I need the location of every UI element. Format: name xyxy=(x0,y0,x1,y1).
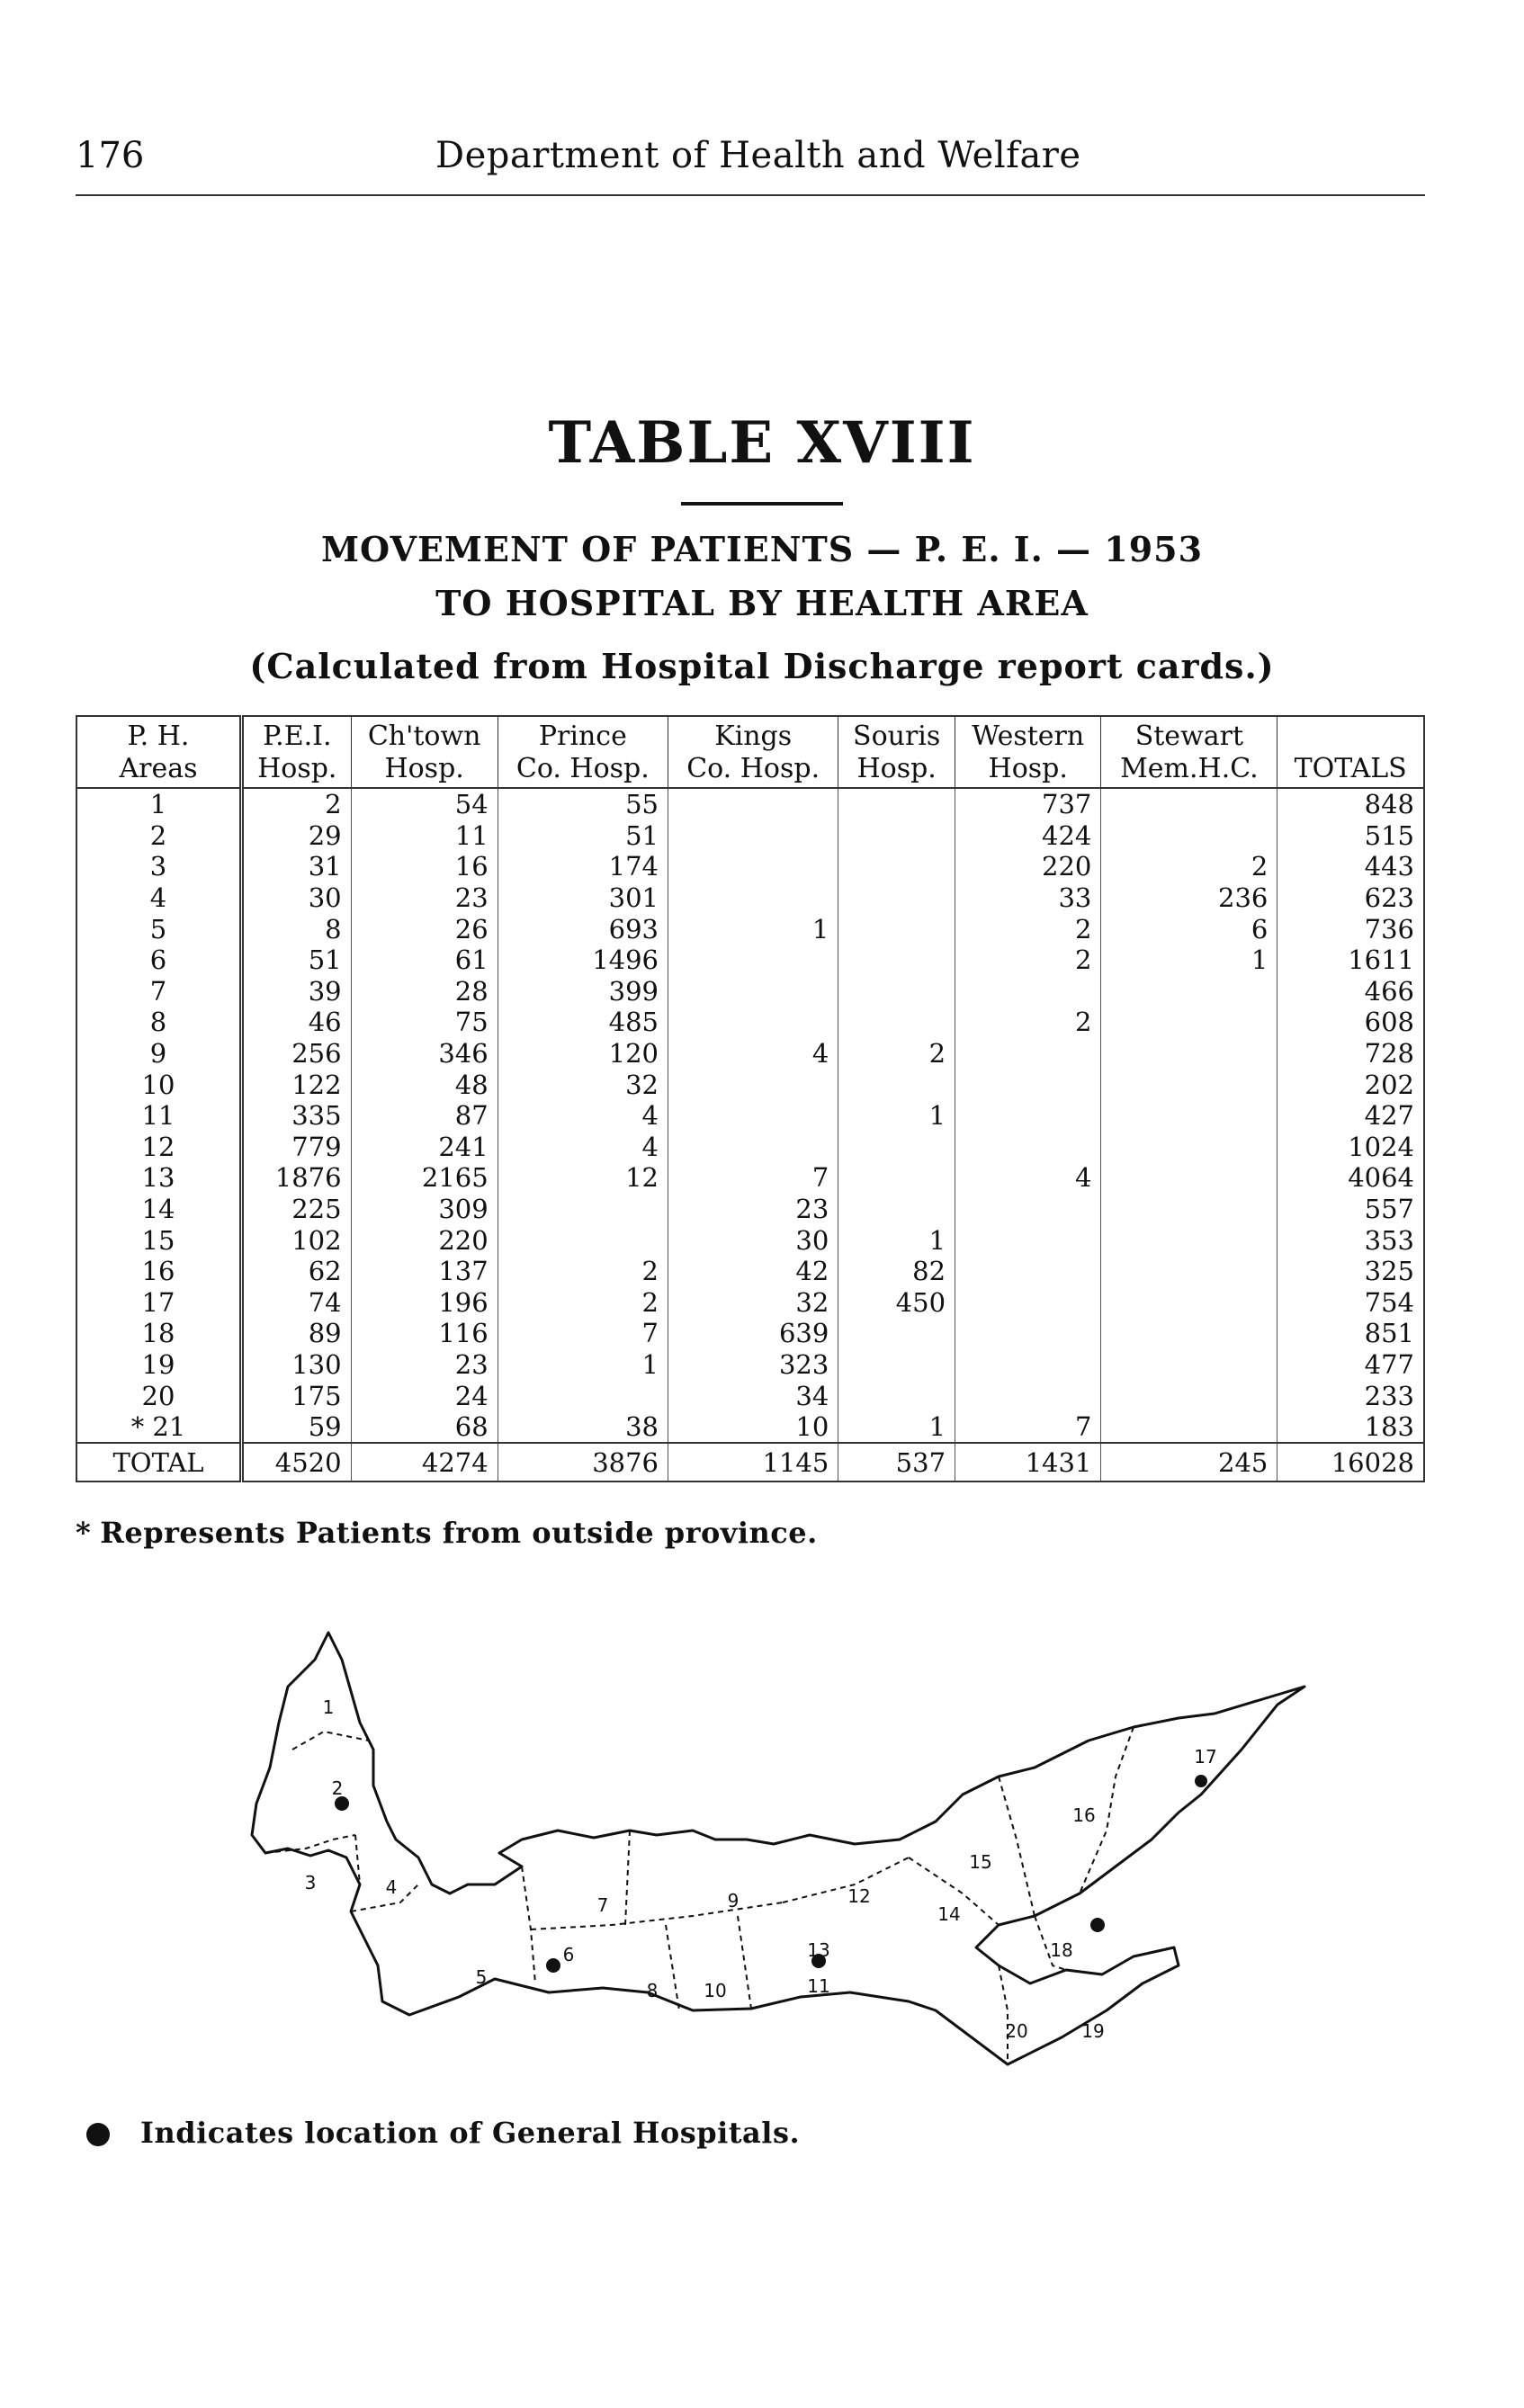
table-cell xyxy=(668,851,838,882)
table-cell: 2 xyxy=(242,788,352,820)
table-cell xyxy=(955,1194,1101,1225)
table-cell: 183 xyxy=(1277,1411,1424,1444)
column-header: TOTALS xyxy=(1277,753,1424,788)
table-cell xyxy=(838,1007,955,1038)
table-cell: 424 xyxy=(955,820,1101,852)
area-cell: 11 xyxy=(76,1100,242,1132)
area-cell: 10 xyxy=(76,1069,242,1100)
total-cell: 4520 xyxy=(242,1443,352,1482)
column-header: Hosp. xyxy=(955,753,1101,788)
table-cell xyxy=(668,976,838,1007)
table-cell: 102 xyxy=(242,1224,352,1256)
table-cell: 89 xyxy=(242,1318,352,1349)
table-cell: 2 xyxy=(955,944,1101,976)
table-cell xyxy=(1101,976,1277,1007)
table-cell: 2165 xyxy=(351,1162,498,1194)
table-cell xyxy=(955,1349,1101,1381)
total-cell: 16028 xyxy=(1277,1443,1424,1482)
table-cell: 7 xyxy=(955,1411,1101,1444)
table-cell: 1024 xyxy=(1277,1132,1424,1163)
table-cell: 29 xyxy=(242,820,352,852)
table-cell xyxy=(838,788,955,820)
table-cell: 323 xyxy=(668,1349,838,1381)
pei-health-area-map xyxy=(225,1615,1322,2100)
table-cell: 233 xyxy=(1277,1380,1424,1411)
table-cell: 24 xyxy=(351,1380,498,1411)
table-cell: 754 xyxy=(1277,1287,1424,1319)
table-cell: 1 xyxy=(668,913,838,944)
table-cell: 1 xyxy=(498,1349,668,1381)
table-header xyxy=(76,716,1424,788)
map-area-label: 14 xyxy=(937,1903,961,1925)
subtitle-line-3: (Calculated from Hospital Discharge report cards.) xyxy=(249,646,1275,686)
table-cell: 75 xyxy=(351,1007,498,1038)
subtitle-line-1: MOVEMENT OF PATIENTS — P. E. I. — 1953 xyxy=(320,529,1204,569)
table-row xyxy=(76,1411,1424,1444)
table-cell xyxy=(838,820,955,852)
table-cell: 2 xyxy=(955,1007,1101,1038)
table-cell: 353 xyxy=(1277,1224,1424,1256)
column-header: Co. Hosp. xyxy=(498,753,668,788)
table-cell: 2 xyxy=(838,1038,955,1070)
table-cell: 301 xyxy=(498,882,668,914)
table-cell: 62 xyxy=(242,1256,352,1287)
table-cell: 2 xyxy=(955,913,1101,944)
table-cell xyxy=(498,1224,668,1256)
title-rule xyxy=(681,502,843,506)
table-cell: 32 xyxy=(668,1287,838,1319)
total-row xyxy=(76,1443,1424,1482)
table-cell: 137 xyxy=(351,1256,498,1287)
table-cell xyxy=(668,1100,838,1132)
boundary-19-20 xyxy=(999,1965,1008,2064)
table-cell: 32 xyxy=(498,1069,668,1100)
table-cell: 51 xyxy=(242,944,352,976)
table-cell: 12 xyxy=(498,1162,668,1194)
boundary-6-7 xyxy=(522,1866,535,1983)
map-area-label: 11 xyxy=(807,1975,830,1997)
table-cell: 34 xyxy=(668,1380,838,1411)
table-cell: 23 xyxy=(351,882,498,914)
table-cell: 4 xyxy=(498,1132,668,1163)
table-cell: 46 xyxy=(242,1007,352,1038)
table-cell: 174 xyxy=(498,851,668,882)
table-cell: 7 xyxy=(498,1318,668,1349)
total-cell: 1431 xyxy=(955,1443,1101,1482)
table-cell xyxy=(498,1194,668,1225)
area-cell: 12 xyxy=(76,1132,242,1163)
table-cell: 728 xyxy=(1277,1038,1424,1070)
table-cell xyxy=(668,1069,838,1100)
table-cell xyxy=(955,1100,1101,1132)
page-header xyxy=(76,135,1425,189)
total-cell: 537 xyxy=(838,1443,955,1482)
table-cell: 55 xyxy=(498,788,668,820)
table-cell: 51 xyxy=(498,820,668,852)
column-header: Kings xyxy=(668,716,838,753)
table-row xyxy=(76,820,1424,852)
area-cell: 18 xyxy=(76,1318,242,1349)
area-cell: * 21 xyxy=(76,1411,242,1444)
table-row xyxy=(76,1256,1424,1287)
table-cell xyxy=(668,788,838,820)
table-cell xyxy=(1101,1038,1277,1070)
total-cell: TOTAL xyxy=(76,1443,242,1482)
table-cell xyxy=(1101,1069,1277,1100)
footnote-marker: * xyxy=(76,1516,92,1550)
column-header: Mem.H.C. xyxy=(1101,753,1277,788)
table-cell: 693 xyxy=(498,913,668,944)
table-cell: 1 xyxy=(838,1411,955,1444)
area-cell: 1 xyxy=(76,788,242,820)
table-cell xyxy=(955,1038,1101,1070)
table-cell xyxy=(955,1224,1101,1256)
table-cell: 450 xyxy=(838,1287,955,1319)
hospital-dot xyxy=(546,1958,560,1973)
table-cell: 10 xyxy=(668,1411,838,1444)
footnote xyxy=(76,1516,818,1550)
total-cell: 1145 xyxy=(668,1443,838,1482)
column-header: Souris xyxy=(838,716,955,753)
table-cell: 30 xyxy=(668,1224,838,1256)
total-cell: 4274 xyxy=(351,1443,498,1482)
table-row xyxy=(76,1349,1424,1381)
table-cell xyxy=(838,1380,955,1411)
table-cell: 33 xyxy=(955,882,1101,914)
table-cell xyxy=(838,851,955,882)
table-cell xyxy=(1101,1411,1277,1444)
table-cell: 399 xyxy=(498,976,668,1007)
table-row xyxy=(76,851,1424,882)
table-cell: 38 xyxy=(498,1411,668,1444)
column-header: P.E.I. xyxy=(242,716,352,753)
map-area-label: 2 xyxy=(331,1777,344,1799)
map-area-label: 8 xyxy=(646,1980,659,2001)
column-header: Areas xyxy=(76,753,242,788)
boundary-15-16 xyxy=(999,1777,1035,1916)
column-header: Ch'town xyxy=(351,716,498,753)
table-cell: 443 xyxy=(1277,851,1424,882)
table-row xyxy=(76,788,1424,820)
table-cell xyxy=(668,882,838,914)
column-header: Hosp. xyxy=(242,753,352,788)
area-labels xyxy=(305,1696,1217,2042)
legend-text: Indicates location of General Hospitals. xyxy=(140,2116,801,2150)
area-cell: 17 xyxy=(76,1287,242,1319)
map-area-label: 12 xyxy=(847,1885,871,1907)
page-number: 176 xyxy=(76,135,145,176)
table-cell: 236 xyxy=(1101,882,1277,914)
table-cell: 848 xyxy=(1277,788,1424,820)
table-row xyxy=(76,1287,1424,1319)
table-cell: 515 xyxy=(1277,820,1424,852)
table-cell: 335 xyxy=(242,1100,352,1132)
boundary-7-9 xyxy=(625,1831,630,1925)
map-area-label: 15 xyxy=(969,1851,992,1873)
table-row xyxy=(76,882,1424,914)
table-row xyxy=(76,1132,1424,1163)
table-body xyxy=(76,788,1424,1443)
table-cell: 346 xyxy=(351,1038,498,1070)
boundary-4-5 xyxy=(351,1884,418,1911)
table-cell: 120 xyxy=(498,1038,668,1070)
table-cell: 737 xyxy=(955,788,1101,820)
table-cell: 2 xyxy=(498,1256,668,1287)
table-cell: 31 xyxy=(242,851,352,882)
area-cell: 6 xyxy=(76,944,242,976)
table-cell: 28 xyxy=(351,976,498,1007)
table-cell: 4064 xyxy=(1277,1162,1424,1194)
table-cell xyxy=(955,1380,1101,1411)
table-cell: 608 xyxy=(1277,1007,1424,1038)
table-cell: 325 xyxy=(1277,1256,1424,1287)
map-area-label: 10 xyxy=(704,1980,727,2001)
table-cell: 30 xyxy=(242,882,352,914)
map-area-label: 7 xyxy=(596,1894,609,1916)
table-cell: 309 xyxy=(351,1194,498,1225)
table-cell xyxy=(668,1132,838,1163)
table-cell: 4 xyxy=(668,1038,838,1070)
table-cell: 1 xyxy=(1101,944,1277,976)
table-cell: 23 xyxy=(351,1349,498,1381)
column-header: Stewart xyxy=(1101,716,1277,753)
table-row xyxy=(76,1038,1424,1070)
subtitle-line-2: TO HOSPITAL BY HEALTH AREA xyxy=(435,583,1089,623)
table-cell xyxy=(838,1318,955,1349)
table-row xyxy=(76,1318,1424,1349)
table-footer xyxy=(76,1443,1424,1482)
header-row-2 xyxy=(76,753,1424,788)
table-row xyxy=(76,1162,1424,1194)
area-cell: 8 xyxy=(76,1007,242,1038)
table-cell xyxy=(1101,1132,1277,1163)
table-cell: 623 xyxy=(1277,882,1424,914)
map-area-label: 16 xyxy=(1072,1804,1096,1826)
table-cell: 7 xyxy=(668,1162,838,1194)
column-header: Western xyxy=(955,716,1101,753)
map-area-label: 18 xyxy=(1050,1939,1073,1961)
map-area-label: 9 xyxy=(727,1890,740,1911)
table-cell: 736 xyxy=(1277,913,1424,944)
boundary-8-10 xyxy=(666,1925,679,2010)
table-cell: 130 xyxy=(242,1349,352,1381)
table-row xyxy=(76,976,1424,1007)
table-cell xyxy=(838,1069,955,1100)
boundary-7-8 xyxy=(531,1902,783,1929)
map-area-label: 17 xyxy=(1194,1746,1217,1768)
running-head: Department of Health and Welfare xyxy=(435,135,1081,176)
column-header: Prince xyxy=(498,716,668,753)
table-cell: 4 xyxy=(955,1162,1101,1194)
table-cell: 851 xyxy=(1277,1318,1424,1349)
table-cell xyxy=(668,1007,838,1038)
column-header xyxy=(1277,716,1424,753)
table-cell: 11 xyxy=(351,820,498,852)
table-cell: 1876 xyxy=(242,1162,352,1194)
table-cell: 8 xyxy=(242,913,352,944)
table-row xyxy=(76,1194,1424,1225)
island-outline xyxy=(252,1633,1304,2064)
table-cell: 74 xyxy=(242,1287,352,1319)
hospital-dot-icon xyxy=(86,2123,110,2146)
area-cell: 5 xyxy=(76,913,242,944)
table-title: TABLE XVIII xyxy=(548,409,976,477)
map-area-label: 19 xyxy=(1081,2020,1105,2042)
total-cell: 3876 xyxy=(498,1443,668,1482)
map-area-label: 13 xyxy=(807,1939,830,1961)
table-cell: 485 xyxy=(498,1007,668,1038)
table-cell xyxy=(838,1132,955,1163)
map-area-label: 6 xyxy=(562,1944,575,1965)
area-cell: 20 xyxy=(76,1380,242,1411)
table-cell: 82 xyxy=(838,1256,955,1287)
table-cell xyxy=(1101,1318,1277,1349)
area-cell: 2 xyxy=(76,820,242,852)
table-cell: 6 xyxy=(1101,913,1277,944)
column-header: Co. Hosp. xyxy=(668,753,838,788)
table-cell xyxy=(1101,1256,1277,1287)
table-row xyxy=(76,944,1424,976)
map-area-label: 5 xyxy=(475,1966,488,1988)
table-cell: 202 xyxy=(1277,1069,1424,1100)
table-cell: 122 xyxy=(242,1069,352,1100)
footnote-text: Represents Patients from outside province. xyxy=(100,1516,818,1550)
table-cell: 241 xyxy=(351,1132,498,1163)
table-cell: 39 xyxy=(242,976,352,1007)
header-rule xyxy=(76,194,1425,196)
table-row xyxy=(76,1069,1424,1100)
table-cell xyxy=(1101,788,1277,820)
area-cell: 9 xyxy=(76,1038,242,1070)
table-cell xyxy=(838,882,955,914)
table-cell: 59 xyxy=(242,1411,352,1444)
table-cell: 220 xyxy=(955,851,1101,882)
table-cell xyxy=(498,1380,668,1411)
table-cell xyxy=(838,944,955,976)
table-cell: 639 xyxy=(668,1318,838,1349)
area-cell: 4 xyxy=(76,882,242,914)
table-cell: 68 xyxy=(351,1411,498,1444)
table-cell xyxy=(955,1318,1101,1349)
table-cell: 54 xyxy=(351,788,498,820)
table-cell xyxy=(955,1287,1101,1319)
table-cell xyxy=(1101,1100,1277,1132)
table-cell xyxy=(1101,1349,1277,1381)
patients-table xyxy=(76,715,1425,1482)
table-cell: 23 xyxy=(668,1194,838,1225)
map-area-label: 20 xyxy=(1005,2020,1028,2042)
table-row xyxy=(76,1380,1424,1411)
area-cell: 16 xyxy=(76,1256,242,1287)
table-cell xyxy=(1101,1224,1277,1256)
table-cell: 477 xyxy=(1277,1349,1424,1381)
table-cell xyxy=(955,1132,1101,1163)
table-cell xyxy=(1101,1287,1277,1319)
table-cell: 116 xyxy=(351,1318,498,1349)
table-cell xyxy=(838,1349,955,1381)
table-cell: 87 xyxy=(351,1100,498,1132)
area-cell: 19 xyxy=(76,1349,242,1381)
area-cell: 15 xyxy=(76,1224,242,1256)
table-row xyxy=(76,1224,1424,1256)
hospital-dot xyxy=(1090,1918,1105,1932)
table-cell: 16 xyxy=(351,851,498,882)
boundary-10-11 xyxy=(738,1916,751,2009)
area-cell: 13 xyxy=(76,1162,242,1194)
table-cell: 26 xyxy=(351,913,498,944)
island-coast xyxy=(252,1633,1304,2064)
area-cell: 3 xyxy=(76,851,242,882)
table-cell xyxy=(1101,1194,1277,1225)
table-cell: 175 xyxy=(242,1380,352,1411)
table-cell: 196 xyxy=(351,1287,498,1319)
table-cell: 466 xyxy=(1277,976,1424,1007)
table-cell xyxy=(1101,1007,1277,1038)
area-cell: 14 xyxy=(76,1194,242,1225)
table-cell xyxy=(1101,820,1277,852)
column-header: P. H. xyxy=(76,716,242,753)
total-cell: 245 xyxy=(1101,1443,1277,1482)
table-cell: 42 xyxy=(668,1256,838,1287)
table-cell: 256 xyxy=(242,1038,352,1070)
map-area-label: 1 xyxy=(322,1696,335,1718)
table-cell: 1611 xyxy=(1277,944,1424,976)
table-cell xyxy=(955,976,1101,1007)
table-cell: 557 xyxy=(1277,1194,1424,1225)
column-header: Hosp. xyxy=(351,753,498,788)
table-cell: 2 xyxy=(1101,851,1277,882)
table-cell: 61 xyxy=(351,944,498,976)
table-cell: 2 xyxy=(498,1287,668,1319)
boundary-1-2 xyxy=(292,1732,369,1750)
table-cell: 1496 xyxy=(498,944,668,976)
column-header: Hosp. xyxy=(838,753,955,788)
table-cell: 225 xyxy=(242,1194,352,1225)
table-cell xyxy=(1101,1380,1277,1411)
map-area-label: 3 xyxy=(304,1872,317,1893)
table-cell: 4 xyxy=(498,1100,668,1132)
table-cell xyxy=(838,1162,955,1194)
table-cell xyxy=(955,1256,1101,1287)
table-cell: 779 xyxy=(242,1132,352,1163)
table-cell: 1 xyxy=(838,1100,955,1132)
table-cell xyxy=(668,820,838,852)
table-cell: 427 xyxy=(1277,1100,1424,1132)
area-cell: 7 xyxy=(76,976,242,1007)
table-row xyxy=(76,1007,1424,1038)
hospital-dot xyxy=(1195,1775,1207,1787)
table-row xyxy=(76,913,1424,944)
table-cell xyxy=(955,1069,1101,1100)
table-cell xyxy=(838,913,955,944)
header-row-1 xyxy=(76,716,1424,753)
table-cell xyxy=(1101,1162,1277,1194)
table-cell: 220 xyxy=(351,1224,498,1256)
table-cell xyxy=(668,944,838,976)
table-row xyxy=(76,1100,1424,1132)
boundary-11-12 xyxy=(783,1857,909,1902)
map-area-label: 4 xyxy=(385,1876,398,1898)
table-cell: 1 xyxy=(838,1224,955,1256)
table-cell xyxy=(838,976,955,1007)
table-cell xyxy=(838,1194,955,1225)
table-cell: 48 xyxy=(351,1069,498,1100)
